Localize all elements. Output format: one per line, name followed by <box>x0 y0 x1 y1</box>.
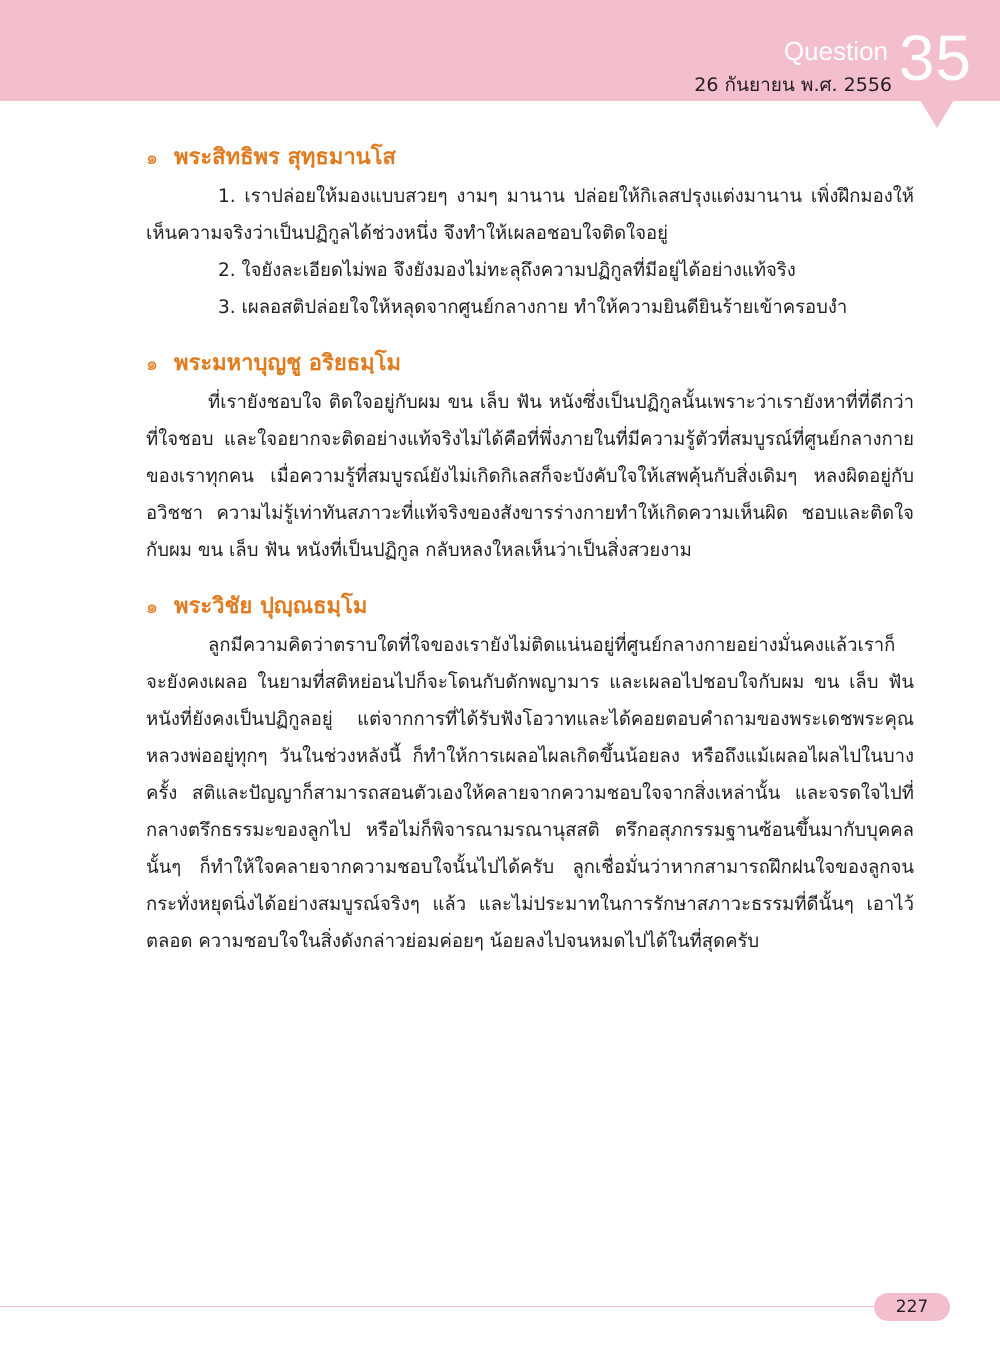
section-sitthiporn <box>146 140 914 326</box>
bullet-icon: ๑ <box>146 353 159 375</box>
page-number: 227 <box>874 1293 950 1321</box>
section-paragraph: ที่เรายังชอบใจ ติดใจอยู่กับผม ขน เล็บ ฟัน หนังซึ่งเป็นปฏิกูลนั้นเพราะว่าเรายังหาที่ที่ดีกว่า ที่ใจชอบ และใจอยากจะติดอย่างแท้จริงไม่ได้คือที่พึ่งภายในที่มีความรู้ตัวที่สมบูรณ์ที่ศูนย์กลางกายของเราทุกคน เมื่อความรู้ที่สมบูรณ์ยังไม่เกิดกิเลสก็จะบังคับใจให้เสพคุ้นกับสิ่งเดิมๆ หลงผิดอยู่กับอวิชชา ความไม่รู้เท่าทันสภาวะที่แท้จริงของสังขารร่างกายทำให้เกิดความเห็นผิด ชอบและติดใจกับผม ขน เล็บ ฟัน หนังที่เป็นปฏิกูล กลับหลงใหลเห็นว่าเป็นสิ่งสวยงาม <box>146 392 914 561</box>
page-content <box>146 140 914 980</box>
heading-text: พระมหาบุญชู อริยธมฺโม <box>174 351 401 376</box>
section-wichai <box>146 589 914 960</box>
footer-rule <box>0 1306 880 1307</box>
question-label: Question <box>783 36 888 66</box>
question-number: 35 <box>898 22 972 94</box>
section-heading <box>146 589 914 625</box>
list-item: 3. เผลอสติปล่อยใจให้หลุดจากศูนย์กลางกาย ทำให้ความยินดียินร้ายเข้าครอบงำ <box>218 297 848 318</box>
header-pointer <box>920 100 954 128</box>
section-boonchu <box>146 346 914 569</box>
section-heading <box>146 346 914 382</box>
bullet-icon: ๑ <box>146 147 159 169</box>
section-heading <box>146 140 914 176</box>
question-date: 26 กันยายน พ.ศ. 2556 <box>694 74 892 96</box>
heading-text: พระสิทธิพร สุทฺธมานโส <box>174 145 396 170</box>
list-item: 2. ใจยังละเอียดไม่พอ จึงยังมองไม่ทะลุถึงความปฏิกูลที่มีอยู่ได้อย่างแท้จริง <box>218 260 796 281</box>
list-item: 1. เราปล่อยให้มองแบบสวยๆ งามๆ มานาน ปล่อยให้กิเลสปรุงแต่งมานาน เพิ่งฝึกมองให้เห็นความจริงว่าเป็นปฏิกูลได้ช่วงหนึ่ง จึงทำให้เผลอชอบใจติดใจอยู่ <box>146 186 914 244</box>
section-paragraph: ลูกมีความคิดว่าตราบใดที่ใจของเรายังไม่ติดแน่นอยู่ที่ศูนย์กลางกายอย่างมั่นคงแล้วเราก็จะยังคงเผลอ ในยามที่สติหย่อนไปก็จะโดนกับดักพญามาร และเผลอไปชอบใจกับผม ขน เล็บ ฟัน หนังที่ยังคงเป็นปฏิกูลอยู่ แต่จากการที่ได้รับฟังโอวาทและได้คอยตอบคำถามของพระเดชพระคุณหลวงพ่ออยู่ทุกๆ วันในช่วงหลังนี้ ก็ทำให้การเผลอไผลเกิดขึ้นน้อยลง หรือถึงแม้เผลอไผลไปในบางครั้ง สติและปัญญาก็สามารถสอนตัวเองให้คลายจากความชอบใจจากสิ่งเหล่านั้น และจรดใจไปที่กลางตรึกธรรมะของลูกไป หรือไม่ก็พิจารณามรณานุสสติ ตรึกอสุภกรรมฐานซ้อนขึ้นมากับบุคคลนั้นๆ ก็ทำให้ใจคลายจากความชอบใจนั้นไปได้ครับ ลูกเชื่อมั่นว่าหากสามารถฝึกฝนใจของลูกจนกระทั่งหยุดนิ่งได้อย่างสมบูรณ์จริงๆ แล้ว และไม่ประมาทในการรักษาสภาวะธรรมที่ดีนั้นๆ เอาไว้ตลอด ความชอบใจในสิ่งดังกล่าวย่อมค่อยๆ น้อยลงไปจนหมดไปได้ในที่สุดครับ <box>146 635 914 952</box>
heading-text: พระวิชัย ปุญฺณธมฺโม <box>174 594 368 619</box>
bullet-icon: ๑ <box>146 596 159 618</box>
